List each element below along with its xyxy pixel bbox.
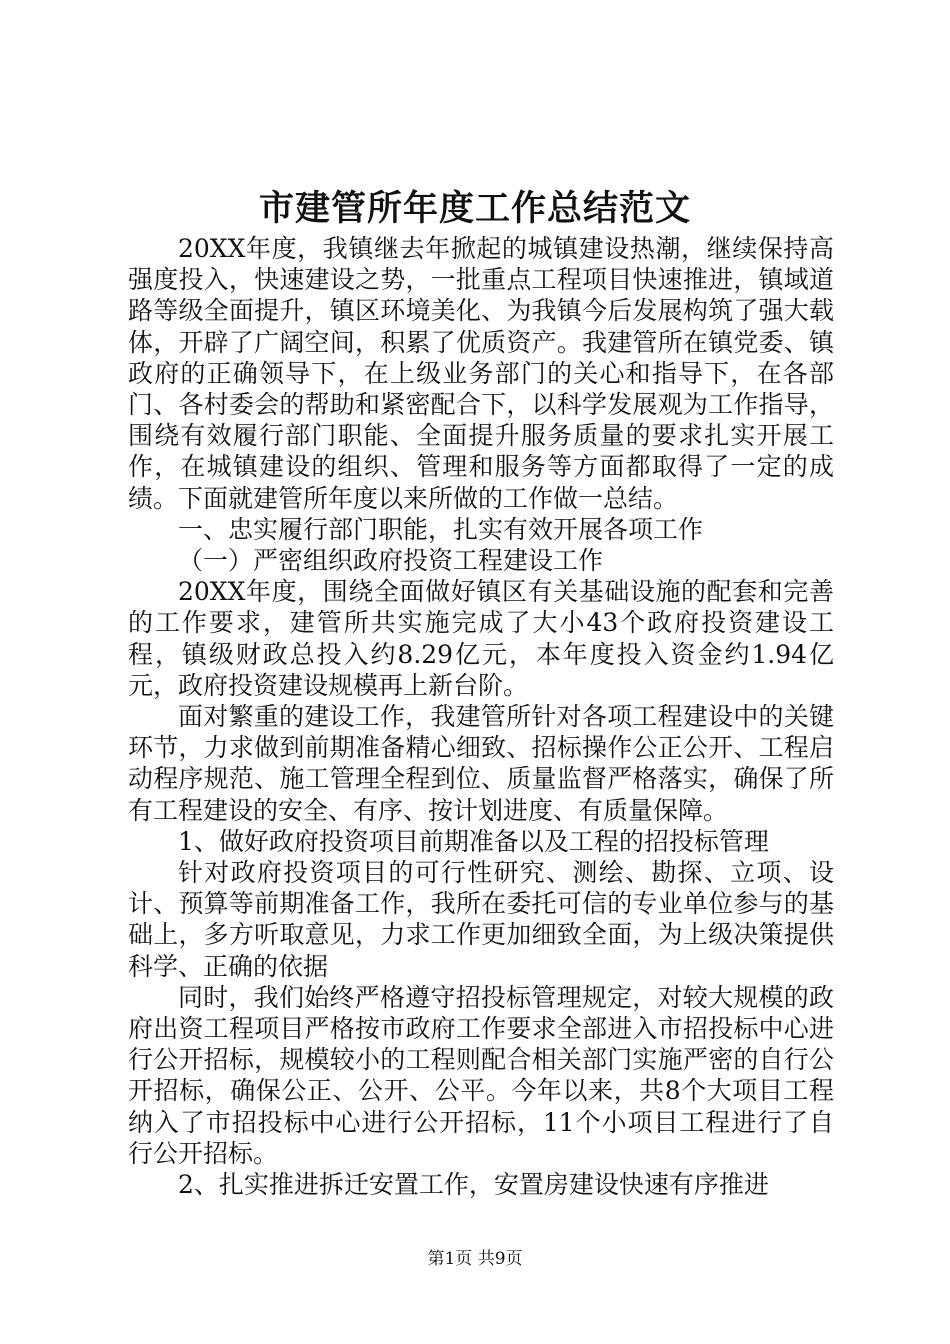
document-title: 市建管所年度工作总结范文 (258, 188, 691, 229)
item-heading-1: 1、做好政府投资项目前期准备以及工程的招投标管理 (178, 826, 769, 856)
item-heading-2: 2、扎实推进拆迁安置工作，安置房建设快速有序推进 (178, 1170, 769, 1200)
paragraph-investment: 20XX年度，围绕全面做好镇区有关基础设施的配套和完善的工作要求，建管所共实施完成了大小43个政府投资建设工程，镇级财政总投入约8.29亿元，本年度投入资金约1.94亿元，政府投资建设规模再上新台阶。 (128, 577, 834, 700)
paragraph-bidding: 同时，我们始终严格遵守招投标管理规定，对较大规模的政府出资工程项目严格按市政府工作要求全部进入市招投标中心进行公开招标，规模较小的工程则配合相关部门实施严密的自行公开招标，确保公正、公开、公平。今年以来，共8个大项目工程纳入了市招投标中心进行公开招标，11个小项目工程进行了自行公开招标。 (128, 982, 834, 1168)
document-body (128, 233, 834, 1200)
section-heading-1: 一、忠实履行部门职能，扎实有效开展各项工作 (178, 514, 704, 544)
page-number: 第1页 (427, 1249, 473, 1269)
paragraph-intro: 20XX年度，我镇继去年掀起的城镇建设热潮，继续保持高强度投入，快速建设之势，一批重点工程项目快速推进，镇域道路等级全面提升，镇区环境美化、为我镇今后发展构筑了强大载体，开辟了广阔空间，积累了优质资产。我建管所在镇党委、镇政府的正确领导下，在上级业务部门的关心和指导下，在各部门、各村委会的帮助和紧密配合下，以科学发展观为工作指导，围绕有效履行部门职能、全面提升服务质量的要求扎实开展工作，在城镇建设的组织、管理和服务等方面都取得了一定的成绩。下面就建管所年度以来所做的工作做一总结。 (128, 234, 834, 513)
paragraph-preparation: 针对政府投资项目的可行性研究、测绘、勘探、立项、设计、预算等前期准备工作，我所在委托可信的专业单位参与的基础上，多方听取意见，力求工作更加细致全面，为上级决策提供科学、正确的依据 (128, 858, 834, 981)
page-total: 共9页 (477, 1249, 523, 1269)
subsection-heading-1: （一）严密组织政府投资工程建设工作 (178, 546, 604, 576)
page-footer (0, 1247, 950, 1271)
paragraph-key-links: 面对繁重的建设工作，我建管所针对各项工程建设中的关键环节，力求做到前期准备精心细致、招标操作公正公开、工程启动程序规范、施工管理全程到位、质量监督严格落实，确保了所有工程建设的安全、有序、按计划进度、有质量保障。 (128, 702, 834, 825)
